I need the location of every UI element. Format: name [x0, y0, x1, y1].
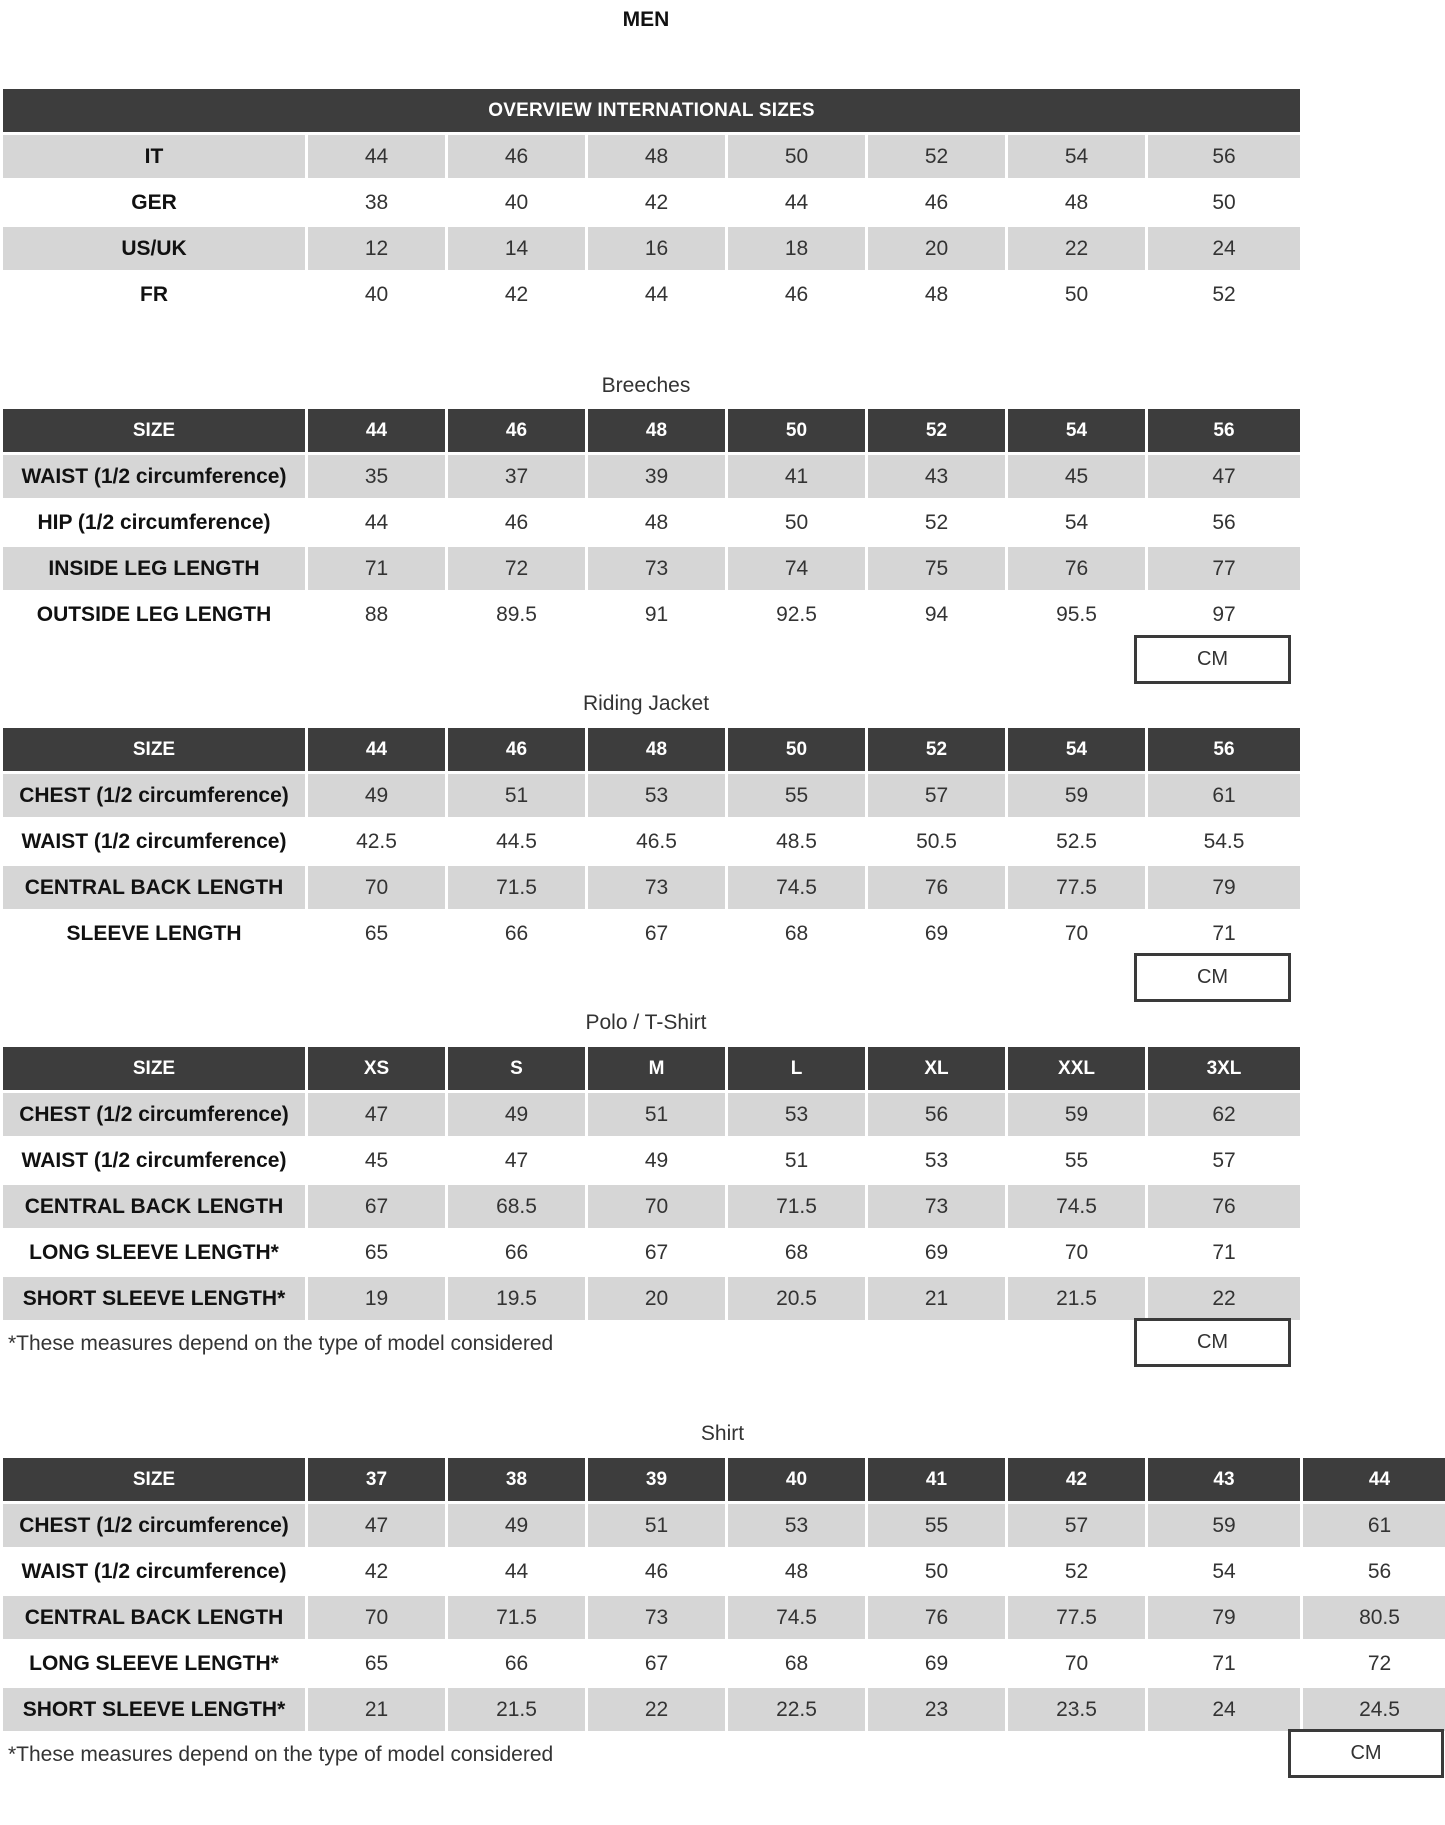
table-row — [3, 820, 1300, 863]
table-cell: 71 — [308, 547, 445, 590]
table-cell: 77 — [1148, 547, 1300, 590]
column-header: SIZE — [3, 1047, 305, 1090]
column-header: 38 — [448, 1458, 585, 1501]
unit-badge: CM — [1134, 1318, 1291, 1367]
table-cell: 54 — [1008, 501, 1145, 544]
table-cell: 56 — [868, 1093, 1005, 1136]
table-cell: 66 — [448, 1231, 585, 1274]
column-header: S — [448, 1047, 585, 1090]
table-cell: 65 — [308, 1642, 445, 1685]
table-cell: 61 — [1303, 1504, 1445, 1547]
row-label: SLEEVE LENGTH — [3, 912, 305, 955]
table-cell: 22.5 — [728, 1688, 865, 1731]
table-cell: 74 — [728, 547, 865, 590]
jacket-title: Riding Jacket — [582, 692, 710, 715]
table-cell: 66 — [448, 912, 585, 955]
table-row — [3, 774, 1300, 817]
table-cell: 45 — [1008, 455, 1145, 498]
table-row — [3, 912, 1300, 955]
table-cell: 48 — [728, 1550, 865, 1593]
table-cell: 75 — [868, 547, 1005, 590]
row-label: INSIDE LEG LENGTH — [3, 547, 305, 590]
column-header: SIZE — [3, 409, 305, 452]
table-cell: 89.5 — [448, 593, 585, 636]
table-cell: 24.5 — [1303, 1688, 1445, 1731]
column-header: 44 — [308, 728, 445, 771]
table-row — [3, 547, 1300, 590]
table-header-row — [3, 728, 1300, 771]
table-cell: 71 — [1148, 912, 1300, 955]
polo-title: Polo / T-Shirt — [585, 1011, 707, 1034]
table-cell: 50 — [728, 501, 865, 544]
row-label: CENTRAL BACK LENGTH — [3, 866, 305, 909]
column-header: 56 — [1148, 728, 1300, 771]
row-label: CENTRAL BACK LENGTH — [3, 1596, 305, 1639]
table-cell: 76 — [1148, 1185, 1300, 1228]
table-cell: 21.5 — [448, 1688, 585, 1731]
table-cell: 70 — [1008, 1642, 1145, 1685]
table-cell: 70 — [308, 866, 445, 909]
table-cell: 53 — [728, 1504, 865, 1547]
table-cell: 23.5 — [1008, 1688, 1145, 1731]
table-cell: 71.5 — [448, 866, 585, 909]
table-cell: 40 — [308, 273, 445, 316]
table-cell: 47 — [308, 1504, 445, 1547]
row-label: CHEST (1/2 circumference) — [3, 774, 305, 817]
table-cell: 50 — [728, 135, 865, 178]
table-cell: 68 — [728, 1642, 865, 1685]
column-header: SIZE — [3, 1458, 305, 1501]
table-cell: 56 — [1148, 501, 1300, 544]
column-header: 56 — [1148, 409, 1300, 452]
table-cell: 79 — [1148, 1596, 1300, 1639]
table-cell: 54 — [1148, 1550, 1300, 1593]
column-header: XS — [308, 1047, 445, 1090]
table-cell: 67 — [588, 912, 725, 955]
shirt-title: Shirt — [700, 1422, 745, 1445]
table-cell: 51 — [448, 774, 585, 817]
table-cell: 91 — [588, 593, 725, 636]
table-cell: 67 — [588, 1642, 725, 1685]
row-label: WAIST (1/2 circumference) — [3, 820, 305, 863]
table-cell: 68 — [728, 912, 865, 955]
table-cell: 18 — [728, 227, 865, 270]
table-cell: 54 — [1008, 135, 1145, 178]
table-header-row — [3, 409, 1300, 452]
table-cell: 48 — [868, 273, 1005, 316]
table-cell: 69 — [868, 1642, 1005, 1685]
breeches-table — [0, 406, 1303, 639]
shirt-table — [0, 1455, 1445, 1734]
table-cell: 20 — [868, 227, 1005, 270]
table-row — [3, 227, 1300, 270]
column-header: XL — [868, 1047, 1005, 1090]
table-cell: 51 — [588, 1093, 725, 1136]
table-cell: 71 — [1148, 1231, 1300, 1274]
column-header: 50 — [728, 728, 865, 771]
table-cell: 50 — [1008, 273, 1145, 316]
table-cell: 55 — [728, 774, 865, 817]
table-cell: 57 — [1008, 1504, 1145, 1547]
table-cell: 69 — [868, 1231, 1005, 1274]
table-cell: 46 — [448, 135, 585, 178]
table-cell: 57 — [1148, 1139, 1300, 1182]
table-cell: 52 — [1008, 1550, 1145, 1593]
column-header: SIZE — [3, 728, 305, 771]
table-cell: 79 — [1148, 866, 1300, 909]
table-cell: 73 — [588, 547, 725, 590]
table-header-row — [3, 1047, 1300, 1090]
table-cell: 24 — [1148, 227, 1300, 270]
column-header: 52 — [868, 728, 1005, 771]
unit-badge: CM — [1134, 953, 1291, 1002]
table-cell: 35 — [308, 455, 445, 498]
table-cell: 49 — [308, 774, 445, 817]
table-row — [3, 501, 1300, 544]
table-row — [3, 1139, 1300, 1182]
row-label: HIP (1/2 circumference) — [3, 501, 305, 544]
table-cell: 48 — [588, 135, 725, 178]
column-header: 39 — [588, 1458, 725, 1501]
table-cell: 44 — [308, 501, 445, 544]
row-label: LONG SLEEVE LENGTH* — [3, 1642, 305, 1685]
table-cell: 55 — [1008, 1139, 1145, 1182]
table-row — [3, 866, 1300, 909]
table-cell: 97 — [1148, 593, 1300, 636]
table-cell: 21 — [308, 1688, 445, 1731]
table-cell: 73 — [868, 1185, 1005, 1228]
column-header: 43 — [1148, 1458, 1300, 1501]
table-cell: 44 — [448, 1550, 585, 1593]
footnote: *These measures depend on the type of model considered — [8, 1332, 554, 1355]
table-cell: 42 — [588, 181, 725, 224]
table-cell: 71.5 — [728, 1185, 865, 1228]
row-label: WAIST (1/2 circumference) — [3, 1139, 305, 1182]
table-cell: 21 — [868, 1277, 1005, 1320]
footnote: *These measures depend on the type of model considered — [8, 1743, 554, 1766]
table-row — [3, 1185, 1300, 1228]
table-cell: 70 — [308, 1596, 445, 1639]
row-label: CENTRAL BACK LENGTH — [3, 1185, 305, 1228]
column-header: 41 — [868, 1458, 1005, 1501]
table-cell: 67 — [588, 1231, 725, 1274]
table-cell: 76 — [1008, 547, 1145, 590]
table-cell: 23 — [868, 1688, 1005, 1731]
table-cell: 76 — [868, 866, 1005, 909]
table-cell: 77.5 — [1008, 866, 1145, 909]
table-cell: 45 — [308, 1139, 445, 1182]
overview-header: OVERVIEW INTERNATIONAL SIZES — [3, 89, 1300, 132]
table-cell: 71 — [1148, 1642, 1300, 1685]
table-row — [3, 135, 1300, 178]
table-cell: 22 — [1008, 227, 1145, 270]
table-cell: 19 — [308, 1277, 445, 1320]
table-cell: 74.5 — [728, 1596, 865, 1639]
table-cell: 54.5 — [1148, 820, 1300, 863]
column-header: 50 — [728, 409, 865, 452]
column-header: 42 — [1008, 1458, 1145, 1501]
table-cell: 46 — [868, 181, 1005, 224]
table-cell: 95.5 — [1008, 593, 1145, 636]
page-title: MEN — [622, 8, 670, 31]
jacket-table — [0, 725, 1303, 958]
table-cell: 40 — [448, 181, 585, 224]
table-cell: 50 — [868, 1550, 1005, 1593]
row-label: CHEST (1/2 circumference) — [3, 1504, 305, 1547]
table-row — [3, 1504, 1445, 1547]
table-row — [3, 1642, 1445, 1685]
table-cell: 80.5 — [1303, 1596, 1445, 1639]
table-cell: 46.5 — [588, 820, 725, 863]
table-row — [3, 1277, 1300, 1320]
table-cell: 22 — [1148, 1277, 1300, 1320]
table-cell: 57 — [868, 774, 1005, 817]
table-row — [3, 1688, 1445, 1731]
row-label: CHEST (1/2 circumference) — [3, 1093, 305, 1136]
table-cell: 42 — [448, 273, 585, 316]
table-row — [3, 455, 1300, 498]
column-header: 44 — [1303, 1458, 1445, 1501]
table-cell: 69 — [868, 912, 1005, 955]
table-cell: 44 — [588, 273, 725, 316]
row-label: WAIST (1/2 circumference) — [3, 1550, 305, 1593]
table-cell: 12 — [308, 227, 445, 270]
table-row — [3, 593, 1300, 636]
row-label: WAIST (1/2 circumference) — [3, 455, 305, 498]
table-cell: 37 — [448, 455, 585, 498]
table-cell: 47 — [448, 1139, 585, 1182]
table-cell: 59 — [1008, 774, 1145, 817]
table-cell: 24 — [1148, 1688, 1300, 1731]
table-cell: 66 — [448, 1642, 585, 1685]
row-label: OUTSIDE LEG LENGTH — [3, 593, 305, 636]
table-cell: 43 — [868, 455, 1005, 498]
table-cell: 55 — [868, 1504, 1005, 1547]
row-label: LONG SLEEVE LENGTH* — [3, 1231, 305, 1274]
column-header: 52 — [868, 409, 1005, 452]
table-cell: 70 — [1008, 912, 1145, 955]
table-cell: 51 — [728, 1139, 865, 1182]
table-cell: 52 — [868, 501, 1005, 544]
table-cell: 73 — [588, 1596, 725, 1639]
table-cell: 49 — [588, 1139, 725, 1182]
table-cell: 56 — [1148, 135, 1300, 178]
table-cell: 52 — [1148, 273, 1300, 316]
table-cell: 74.5 — [1008, 1185, 1145, 1228]
table-cell: 53 — [868, 1139, 1005, 1182]
column-header: 3XL — [1148, 1047, 1300, 1090]
table-cell: 50 — [1148, 181, 1300, 224]
table-cell: 65 — [308, 1231, 445, 1274]
table-cell: 59 — [1148, 1504, 1300, 1547]
table-cell: 44 — [728, 181, 865, 224]
table-cell: 62 — [1148, 1093, 1300, 1136]
table-row — [3, 1093, 1300, 1136]
table-cell: 50.5 — [868, 820, 1005, 863]
table-cell: 14 — [448, 227, 585, 270]
table-cell: 52 — [868, 135, 1005, 178]
table-cell: 39 — [588, 455, 725, 498]
table-cell: 38 — [308, 181, 445, 224]
table-cell: 65 — [308, 912, 445, 955]
table-cell: 46 — [728, 273, 865, 316]
table-cell: 49 — [448, 1093, 585, 1136]
table-cell: 59 — [1008, 1093, 1145, 1136]
table-cell: 20 — [588, 1277, 725, 1320]
unit-badge: CM — [1288, 1729, 1444, 1778]
table-cell: 73 — [588, 866, 725, 909]
table-cell: 94 — [868, 593, 1005, 636]
table-cell: 68.5 — [448, 1185, 585, 1228]
table-row — [3, 1550, 1445, 1593]
table-cell: 53 — [588, 774, 725, 817]
table-cell: 74.5 — [728, 866, 865, 909]
table-cell: 22 — [588, 1688, 725, 1731]
row-label: US/UK — [3, 227, 305, 270]
polo-table — [0, 1044, 1303, 1323]
column-header: 54 — [1008, 409, 1145, 452]
row-label: SHORT SLEEVE LENGTH* — [3, 1277, 305, 1320]
table-cell: 19.5 — [448, 1277, 585, 1320]
row-label: GER — [3, 181, 305, 224]
table-cell: 68 — [728, 1231, 865, 1274]
column-header: XXL — [1008, 1047, 1145, 1090]
table-cell: 48 — [588, 501, 725, 544]
row-label: FR — [3, 273, 305, 316]
table-cell: 47 — [1148, 455, 1300, 498]
table-cell: 76 — [868, 1596, 1005, 1639]
table-cell: 72 — [448, 547, 585, 590]
table-cell: 67 — [308, 1185, 445, 1228]
table-cell: 42 — [308, 1550, 445, 1593]
table-cell: 88 — [308, 593, 445, 636]
column-header: 37 — [308, 1458, 445, 1501]
table-cell: 46 — [588, 1550, 725, 1593]
table-cell: 42.5 — [308, 820, 445, 863]
table-cell: 21.5 — [1008, 1277, 1145, 1320]
table-cell: 47 — [308, 1093, 445, 1136]
table-cell: 41 — [728, 455, 865, 498]
column-header: M — [588, 1047, 725, 1090]
table-cell: 53 — [728, 1093, 865, 1136]
table-cell: 48 — [1008, 181, 1145, 224]
column-header: 46 — [448, 409, 585, 452]
table-cell: 70 — [1008, 1231, 1145, 1274]
table-cell: 49 — [448, 1504, 585, 1547]
table-cell: 52.5 — [1008, 820, 1145, 863]
table-cell: 16 — [588, 227, 725, 270]
table-cell: 48.5 — [728, 820, 865, 863]
table-row — [3, 181, 1300, 224]
table-cell: 61 — [1148, 774, 1300, 817]
table-cell: 70 — [588, 1185, 725, 1228]
table-cell: 71.5 — [448, 1596, 585, 1639]
column-header: L — [728, 1047, 865, 1090]
column-header: 46 — [448, 728, 585, 771]
table-cell: 72 — [1303, 1642, 1445, 1685]
table-row — [3, 1231, 1300, 1274]
table-cell: 44.5 — [448, 820, 585, 863]
row-label: IT — [3, 135, 305, 178]
table-header-row — [3, 1458, 1445, 1501]
table-cell: 44 — [308, 135, 445, 178]
column-header: 54 — [1008, 728, 1145, 771]
table-cell: 51 — [588, 1504, 725, 1547]
table-cell: 20.5 — [728, 1277, 865, 1320]
column-header: 48 — [588, 728, 725, 771]
table-row — [3, 273, 1300, 316]
breeches-title: Breeches — [601, 374, 691, 397]
column-header: 44 — [308, 409, 445, 452]
column-header: 40 — [728, 1458, 865, 1501]
unit-badge: CM — [1134, 635, 1291, 684]
table-cell: 77.5 — [1008, 1596, 1145, 1639]
overview-table — [0, 86, 1303, 319]
table-row — [3, 1596, 1445, 1639]
table-cell: 46 — [448, 501, 585, 544]
table-cell: 92.5 — [728, 593, 865, 636]
row-label: SHORT SLEEVE LENGTH* — [3, 1688, 305, 1731]
column-header: 48 — [588, 409, 725, 452]
table-cell: 56 — [1303, 1550, 1445, 1593]
